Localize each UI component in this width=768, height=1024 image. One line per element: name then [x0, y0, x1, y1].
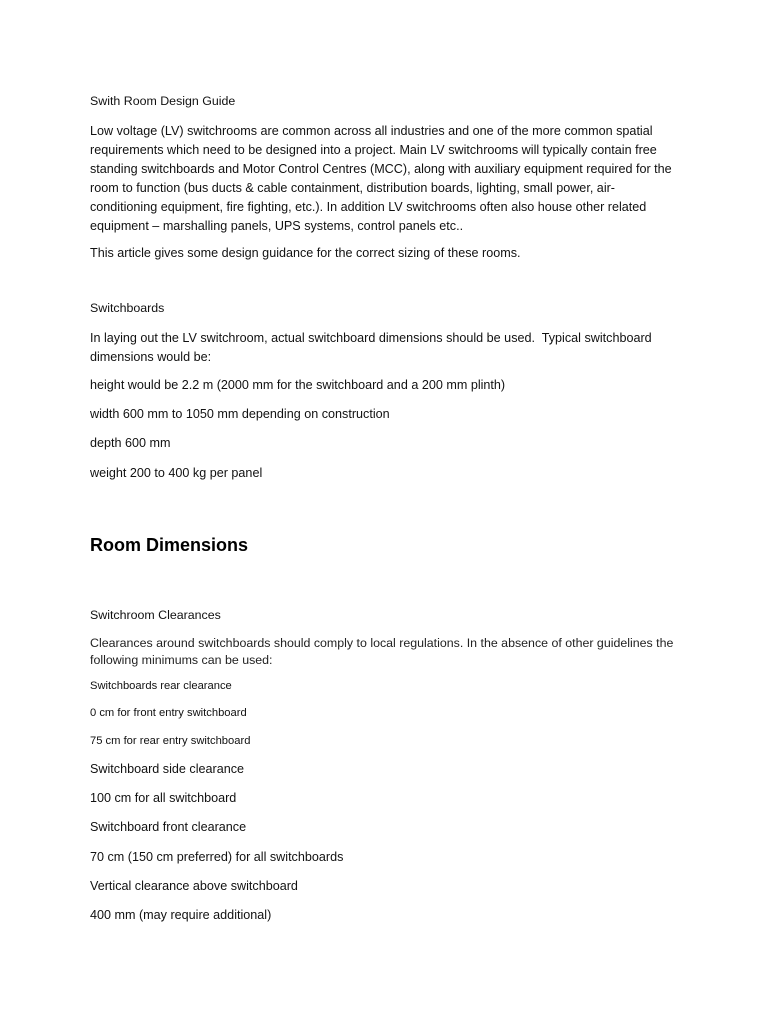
switchboard-weight: weight 200 to 400 kg per panel [90, 466, 263, 480]
clearances-heading: Switchroom Clearances [90, 608, 221, 622]
switchboard-height: height would be 2.2 m (2000 mm for the switchboard and a 200 mm plinth) [90, 378, 506, 392]
intro-paragraph: Low voltage (LV) switchrooms are common across all industries and one of the more common spatial requirements which need to be designed into a project. Main LV switchrooms will typically contain free standing switchboards and Motor Control Centres (MCC), along with auxiliary equipment required for the room to function (bus ducts & cable containment, distribution boards, lighting, small power, air-conditioning equipment, fire fighting, etc.). In addition LV switchrooms often also house other related equipment – marshalling panels, UPS systems, control panels etc.. [90, 124, 676, 233]
switchboard-width: width 600 mm to 1050 mm depending on construction [90, 407, 390, 421]
switchboard-depth: depth 600 mm [90, 436, 171, 450]
vertical-clearance-heading: Vertical clearance above switchboard [90, 879, 298, 893]
clearances-paragraph: Clearances around switchboards should comply to local regulations. In the absence of other guidelines the following minimums can be used: [90, 636, 677, 667]
rear-clearance-rear-entry: 75 cm for rear entry switchboard [90, 735, 251, 747]
document-title: Swith Room Design Guide [90, 94, 236, 108]
vertical-clearance-value: 400 mm (may require additional) [90, 908, 272, 922]
side-clearance-value: 100 cm for all switchboard [90, 791, 237, 805]
side-clearance-heading: Switchboard side clearance [90, 762, 245, 776]
switchboards-heading: Switchboards [90, 301, 165, 315]
article-note: This article gives some design guidance for the correct sizing of these rooms. [90, 246, 521, 260]
switchboards-paragraph: In laying out the LV switchroom, actual switchboard dimensions should be used. Typical switchboard dimensions would be: [90, 331, 656, 364]
front-clearance-value: 70 cm (150 cm preferred) for all switchboards [90, 850, 344, 864]
rear-clearance-front-entry: 0 cm for front entry switchboard [90, 707, 247, 719]
front-clearance-heading: Switchboard front clearance [90, 820, 247, 834]
room-dimensions-heading: Room Dimensions [90, 535, 249, 555]
rear-clearance-heading: Switchboards rear clearance [90, 680, 232, 692]
